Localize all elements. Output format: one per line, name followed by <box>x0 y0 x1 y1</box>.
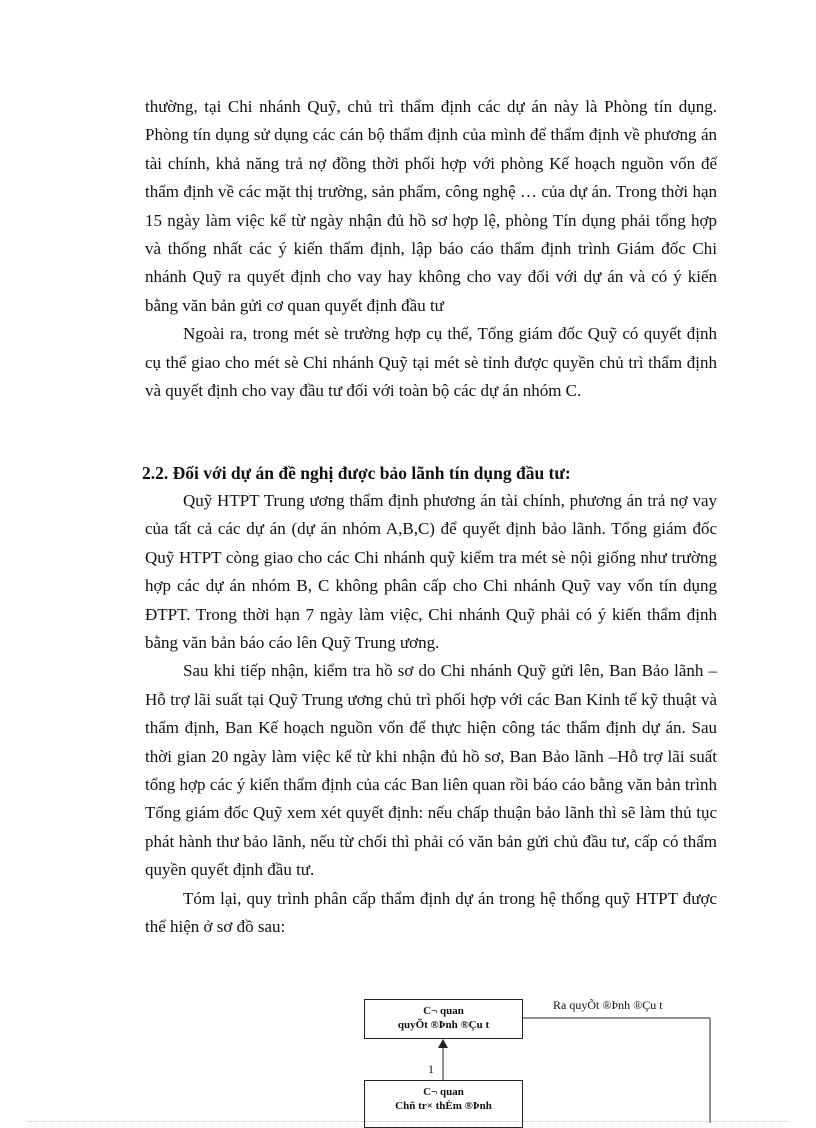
page-bottom-rule <box>28 1121 788 1122</box>
side-label-decision: Ra quyÕt ®Þnh ®Çu t <box>553 998 663 1012</box>
box-appraisal-line2: Chñ tr× thÈm ®Þnh <box>395 1100 492 1112</box>
box-decision-line1: C¬ quan <box>423 1005 464 1017</box>
paragraph-guarantee: Quỹ HTPT Trung ương thẩm định phương án tài chính, phương án trả nợ vay của tất cả các dự án (dự án nhóm A,B,C) để quyết định bảo lãnh. Tổng giám đốc Quỹ HTPT còng giao cho các Chi nhánh quỹ kiểm tra mét sè nội giống như trường hợp các dự án nhóm B, C không phân cấp cho Chi nhánh Quỹ vay vốn tín dụng ĐTPT. Trong thời hạn 7 ngày làm việc, Chi nhánh Quỹ phải có ý kiến thẩm định bằng văn bản báo cáo lên Quỹ Trung ương. <box>145 491 717 653</box>
paragraph-procedure: Sau khi tiếp nhận, kiểm tra hồ sơ do Chi nhánh Quỹ gửi lên, Ban Bảo lãnh – Hỗ trợ lãi suất tại Quỹ Trung ương chủ trì phối hợp với các Ban Kinh tế kỹ thuật và thẩm định, Ban Kế hoạch nguồn vốn để thực hiện công tác thẩm định dự án. Sau thời gian 20 ngày làm việc kể từ khi nhận đủ hồ sơ, Ban Bảo lãnh –Hỗ trợ lãi suất tổng hợp các ý kiến thẩm định của các Ban liên quan rồi báo cáo bằng văn bản trình Tổng giám đốc Quỹ xem xét quyết định: nếu chấp thuận bảo lãnh thì sẽ làm thủ tục phát hành thư bảo lãnh, nếu từ chối thì phải có văn bản gửi chủ đầu tư, cấp có thẩm quyền quyết định đầu tư. <box>145 661 717 880</box>
box-decision-line2: quyÕt ®Þnh ®Çu t <box>397 1019 490 1031</box>
section-heading: 2.2. Đối với dự án đề nghị được bảo lãnh tín dụng đầu tư: <box>142 463 571 483</box>
box-appraisal-line1: C¬ quan <box>423 1086 464 1098</box>
paragraph-continuation: thường, tại Chi nhánh Quỹ, chủ trì thẩm định các dự án này là Phòng tín dụng. Phòng tín dụng sử dụng các cán bộ thẩm định của mình để thẩm định về phương án tài chính, khả năng trả nợ đồng thời phối hợp với phòng Kế hoạch nguồn vốn để thẩm định về các mặt thị trường, sản phẩm, công nghệ … của dự án. Trong thời hạn 15 ngày làm việc kể từ ngày nhận đủ hồ sơ hợp lệ, phòng Tín dụng phải tổng hợp và thống nhất các ý kiến thẩm định, lập báo cáo thẩm định trình Giám đốc Chi nhánh Quỹ ra quyết định cho vay hay không cho vay đối với dự án và có ý kiến bằng văn bản gửi cơ quan quyết định đầu tư <box>145 97 717 315</box>
arrow-head-up <box>438 1039 448 1048</box>
paragraph-other-cases: Ngoài ra, trong mét sè trường hợp cụ thể, Tổng giám đốc Quỹ có quyết định cụ thể giao cho mét sè Chi nhánh Quỹ tại mét sè tỉnh được quyền chủ trì thẩm định và quyết định cho vay đầu tư đối với toàn bộ các dự án nhóm C. <box>145 324 717 401</box>
paragraph-summary: Tóm lại, quy trình phân cấp thẩm định dự án trong hệ thống quỹ HTPT được thể hiện ở sơ đồ sau: <box>145 888 717 937</box>
arrow-label-1: 1 <box>428 1062 434 1076</box>
